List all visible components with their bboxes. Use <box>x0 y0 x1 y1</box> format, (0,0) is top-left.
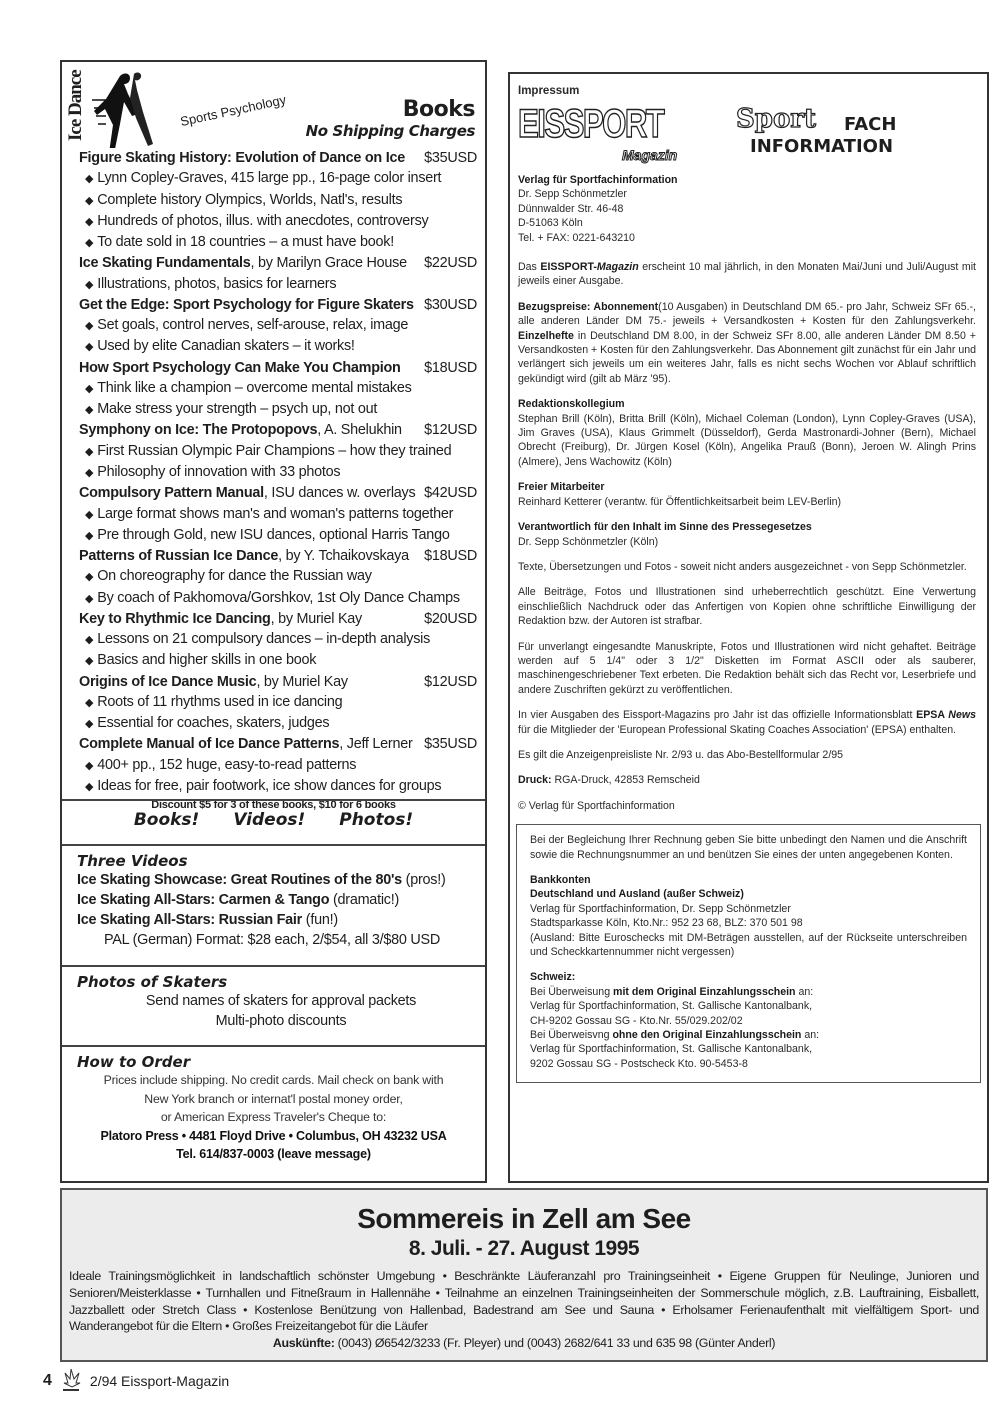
book-byline: , Jeff Lerner <box>339 736 413 753</box>
video-note: (dramatic!) <box>329 892 399 908</box>
diamond-bullet-icon: ◆ <box>85 466 94 479</box>
bullet-text: Basics and higher skills in one book <box>97 652 317 669</box>
ad-contact <box>69 1335 979 1352</box>
bold-run: Redaktionskollegium <box>518 398 625 411</box>
sportfach-logo-fach: FACH <box>844 114 897 135</box>
book-title: Compulsory Pattern Manual <box>79 485 264 502</box>
text-run: CH-9202 Gossau SG - Kto.Nr. 55/029.202/02 <box>530 1014 743 1027</box>
diamond-bullet-icon: ◆ <box>85 341 94 354</box>
book-price: $35USD <box>424 736 477 753</box>
ad-title: Sommereis in Zell am See <box>357 1203 691 1234</box>
page-footer <box>43 1368 988 1394</box>
book-bullet <box>79 504 477 525</box>
eissport-logo: EISSPORT <box>518 102 664 146</box>
tagline: Sports Psychology <box>178 91 288 129</box>
bullet-text: Philosophy of innovation with 33 photos <box>97 463 341 480</box>
book-bullet <box>79 315 477 336</box>
paragraph <box>518 773 976 787</box>
book-list <box>79 148 477 813</box>
text-run: erscheint 10 mal jährlich, in den Monaten Mai/Juni und Juli/August mit jeweils einer Ausgabe. <box>518 261 976 288</box>
book-bullet <box>79 399 477 420</box>
bullet-text: To date sold in 18 countries – a must have book! <box>97 234 395 251</box>
book-title: Patterns of Russian Ice Dance <box>79 548 279 565</box>
book-title-group <box>79 253 407 273</box>
paragraph <box>518 520 976 549</box>
diamond-bullet-icon: ◆ <box>85 445 94 458</box>
bullet-text: Pre through Gold, new ISU dances, optional Harris Tango <box>97 526 450 543</box>
book-byline: , A. Shelukhin <box>317 422 402 439</box>
bold-run: Bezugspreise: Abonnement <box>518 300 659 313</box>
eissport-logo-sub: Magazin <box>622 147 678 163</box>
ice-dance-books-ad <box>60 60 487 1183</box>
paragraph <box>518 799 976 813</box>
book-title-group <box>79 609 362 629</box>
skating-couple-icon <box>90 70 160 148</box>
book-byline: , by Muriel Kay <box>256 673 348 690</box>
book-price: $35USD <box>424 150 477 166</box>
bullet-text: Used by elite Canadian skaters – it works! <box>97 338 355 355</box>
text-run: (Ausland: Bitte Euroschecks mit DM-Beträgen ausstellen, auf der Rückseite unterschreiben und Scheckkartennummer nicht vergessen) <box>530 931 967 959</box>
order-section <box>62 1045 485 1181</box>
text-run: für die Mitglieder der 'European Professional Skating Coaches Association' (EPSA) enthalten. <box>518 723 957 736</box>
ad-body: Ideale Trainingsmöglichkeit in landschaftlich schönster Umgebung • Beschränkte Läuferanzahl pro Trainingseinheit • Eigene Gruppen für Neulinge, Junioren und Senioren/Meisterklasse • Turnhallen und Fitneßraum in Hallennähe • Teilnahme an einzelnen Trainingseinheiten der Sommerschule möglich, z.B. Lauftraining, Eisballett, Jazzballett oder Stretch Class • Kostenlose Benützung von Hallenbad, Badestrand am See und Sauna • Erholsamer Ferienaufenthalt mit vielfältigem Sport- und Wanderangebot für die Eltern • Großes Freizeitangebot für die Läufer <box>69 1269 979 1334</box>
book-byline: , ISU dances w. overlays <box>263 485 416 502</box>
book-title: How Sport Psychology Can Make You Champion <box>79 359 401 376</box>
book-title: Figure Skating History: Evolution of Dance on Ice <box>79 150 405 166</box>
impressum-paragraphs <box>518 260 976 1083</box>
book-bullet <box>79 525 477 546</box>
text-run: Dr. Sepp Schönmetzler (Köln) <box>518 535 659 548</box>
video-note: (pros!) <box>401 872 446 888</box>
text-run: an: <box>795 985 814 998</box>
book-title-row <box>79 253 477 273</box>
bullet-text: Ideas for free, pair footwork, ice show dances for groups <box>97 777 442 794</box>
videos-section <box>62 844 485 965</box>
book-title: Complete Manual of Ice Dance Patterns <box>79 736 340 753</box>
video-note: (fun!) <box>302 912 338 928</box>
paragraph <box>518 397 976 469</box>
diamond-bullet-icon: ◆ <box>85 718 94 731</box>
diamond-bullet-icon: ◆ <box>85 508 94 521</box>
bullet-text: Think like a champion – overcome mental mistakes <box>97 379 412 396</box>
diamond-bullet-icon: ◆ <box>85 759 94 772</box>
text-run: Alle Beiträge, Fotos und Illustrationen sind urheberrechtlich geschützt. Eine Verwertung einschließlich Nachdruck oder das Anfertigen von Kopien ohne schriftliche Einwilligung der Redaktion bzw. der Autoren ist strafbar. <box>518 586 976 628</box>
issue-label: 2/94 Eissport-Magazin <box>89 1372 230 1389</box>
page-number: 4 <box>43 1371 52 1389</box>
book-bullet <box>79 776 477 797</box>
book-byline: , by Y. Tchaikovskaya <box>278 548 409 565</box>
book-price: $18USD <box>424 548 477 565</box>
order-line: or American Express Traveler's Cheque to: <box>160 1110 387 1124</box>
video-format: PAL (German) Format: $28 each, 2/$54, all 3/$80 USD <box>104 932 440 948</box>
paragraph <box>530 873 967 959</box>
book-title-row <box>79 609 477 629</box>
book-bullet <box>79 168 477 189</box>
bold-run: Verantwortlich für den Inhalt im Sinne des Pressegesetzes <box>518 521 812 534</box>
sportfach-logo: Sport <box>736 104 817 134</box>
diamond-bullet-icon: ◆ <box>85 173 94 186</box>
paragraph <box>530 970 967 1071</box>
bold-run: EISSPORT- <box>540 261 597 273</box>
book-title-row <box>79 483 477 503</box>
diamond-bullet-icon: ◆ <box>85 696 94 709</box>
book-title-row <box>79 148 477 168</box>
book-bullet <box>79 755 477 776</box>
bold-run: Einzelhefte <box>518 329 574 342</box>
book-title-row <box>79 672 477 692</box>
publisher-name: Verlag für Sportfachinformation <box>518 174 678 186</box>
paragraph <box>518 300 976 386</box>
bold-run: mit dem Original Einzahlungsschein <box>613 985 796 998</box>
book-price: $42USD <box>424 485 477 502</box>
bullet-text: On choreography for dance the Russian way <box>97 568 372 585</box>
book-title-group <box>79 672 348 692</box>
text-run: Stadtsparkasse Köln, Kto.Nr.: 952 23 68, BLZ: 370 501 98 <box>530 917 803 930</box>
photos-heading: Photos of Skaters <box>77 973 228 991</box>
diamond-bullet-icon: ◆ <box>85 382 94 395</box>
text-run: Bei der Begleichung Ihrer Rechnung geben Sie bitte unbedingt den Namen und die Anschrift sowie die Rechnungsnummer an und benützen Sie eines der unten angegebenen Konten. <box>530 834 967 861</box>
bottom-area <box>43 1188 988 1394</box>
publisher-line: Dünnwalder Str. 46-48 <box>518 202 624 215</box>
photos-section <box>62 965 485 1045</box>
banner-videos: Videos! <box>233 810 306 830</box>
book-price: $12USD <box>424 422 477 439</box>
text-run: In vier Ausgaben des Eissport-Magazins pro Jahr ist das offizielle Informationsblatt <box>518 709 917 722</box>
order-address: Platoro Press • 4481 Floyd Drive • Columbus, OH 43232 USA <box>100 1128 447 1143</box>
diamond-bullet-icon: ◆ <box>85 655 94 668</box>
diamond-bullet-icon: ◆ <box>85 780 94 793</box>
bold-run: Deutschland und Ausland (außer Schweiz) <box>530 888 744 901</box>
book-bullet <box>79 629 477 650</box>
sportfach-logo-info: INFORMATION <box>750 136 894 157</box>
book-price: $18USD <box>424 359 477 376</box>
text-run: © Verlag für Sportfachinformation <box>518 799 675 812</box>
bullet-text: Lessons on 21 compulsory dances – in-depth analysis <box>97 631 431 648</box>
bullet-text: Essential for coaches, skaters, judges <box>97 715 330 732</box>
text-run: Verlag für Sportfachinformation, St. Gallische Kantonalbank, <box>530 1043 813 1056</box>
book-title-row <box>79 295 477 315</box>
text-run: Verlag für Sportfachinformation, St. Gallische Kantonalbank, <box>530 1000 813 1013</box>
book-bullet <box>79 232 477 253</box>
text-run: (10 Ausgaben) in Deutschland DM 65.- pro Jahr, Schweiz SFr 65.-, alle anderen Länder DM 75.- jeweils + Versandkosten + Kosten für den Zahlungsverkehr. <box>518 300 977 328</box>
bold-run: Freier Mitarbeiter <box>518 481 605 494</box>
diamond-bullet-icon: ◆ <box>85 592 94 605</box>
bullet-text: Set goals, control nerves, self-arouse, relax, image <box>97 317 409 334</box>
video-title: Ice Skating All-Stars: Russian Fair <box>77 912 303 928</box>
book-title-row <box>79 358 477 378</box>
bold-run: Magazin <box>596 261 639 273</box>
book-title-row <box>79 420 477 440</box>
photos-line: Send names of skaters for approval packets <box>145 993 417 1009</box>
bold-run: News <box>948 709 976 722</box>
publisher-block <box>518 173 976 245</box>
banner-books: Books! <box>133 810 200 830</box>
book-bullet <box>79 336 477 357</box>
ad-contact-label: Auskünfte: <box>272 1336 335 1351</box>
bullet-text: Illustrations, photos, basics for learners <box>97 275 337 292</box>
text-run: 9202 Gossau SG - Postscheck Kto. 90-5453-8 <box>530 1057 748 1070</box>
video-item <box>77 890 485 910</box>
bullet-text: By coach of Pakhomova/Gorshkov, 1st Oly Dance Champs <box>97 589 460 606</box>
book-bullet <box>79 650 477 671</box>
publisher-line: D-51063 Köln <box>518 217 583 230</box>
book-title-row <box>79 734 477 754</box>
diamond-bullet-icon: ◆ <box>85 320 94 333</box>
paragraph <box>518 640 976 698</box>
book-price: $20USD <box>424 610 477 627</box>
bold-run: Schweiz: <box>530 971 576 984</box>
skater-emblem-icon <box>60 1368 82 1394</box>
books-heading: Books <box>402 97 475 122</box>
bullet-text: Large format shows man's and woman's patterns together <box>97 505 454 522</box>
book-bullet <box>79 692 477 713</box>
video-title: Ice Skating All-Stars: Carmen & Tango <box>77 892 330 908</box>
diamond-bullet-icon: ◆ <box>85 634 94 647</box>
text-run: in Deutschland DM 8.00, in der Schweiz SFr 8.00, alle anderen Länder DM 8.50 + Versandkosten + Kosten für den Zahlungsverkehr. Das Abonnement gilt zunächst für ein Jahr und verlängert sich jeweils um ein weiteres Jahr, falls es nicht sechs Wochen vor Ablauf schriftlich gekündigt wird (gilt ab März '95). <box>518 329 976 385</box>
text-run: Das <box>518 261 541 273</box>
banner-photos: Photos! <box>339 810 414 830</box>
diamond-bullet-icon: ◆ <box>85 194 94 207</box>
impressum-box <box>508 72 989 1183</box>
order-line: New York branch or internat'l postal money order, <box>144 1091 403 1106</box>
book-bullet <box>79 441 477 462</box>
text-run: Texte, Übersetzungen und Fotos - soweit nicht anders ausgezeichnet - von Sepp Schönmetzler. <box>518 560 967 573</box>
bullet-text: Make stress your strength – psych up, not out <box>97 401 378 418</box>
banner-section <box>62 799 485 844</box>
book-bullet <box>79 588 477 609</box>
ice-dance-logo: Ice Dance <box>65 70 86 142</box>
diamond-bullet-icon: ◆ <box>85 215 94 228</box>
bold-run: ohne den Original Einzahlungsschein <box>612 1029 802 1042</box>
book-title: Origins of Ice Dance Music <box>79 673 257 690</box>
text-run: RGA-Druck, 42853 Remscheid <box>551 774 700 787</box>
paragraph <box>518 708 976 737</box>
bullet-text: 400+ pp., 152 huge, easy-to-read patterns <box>97 756 357 773</box>
publisher-line: Dr. Sepp Schönmetzler <box>518 188 627 201</box>
photos-line: Multi-photo discounts <box>215 1013 347 1029</box>
videos-heading: Three Videos <box>77 852 188 870</box>
paragraph <box>518 585 976 628</box>
paragraph <box>518 480 976 509</box>
book-bullet <box>79 190 477 211</box>
video-title: Ice Skating Showcase: Great Routines of the 80's <box>77 872 402 888</box>
book-price: $12USD <box>424 673 477 690</box>
book-title: Get the Edge: Sport Psychology for Figure Skaters <box>79 296 414 313</box>
book-price: $22USD <box>424 255 477 272</box>
paragraph <box>530 833 967 862</box>
text-run: Bei Überweisvng <box>530 1029 613 1042</box>
book-title-group <box>79 734 413 754</box>
book-title-group <box>79 483 415 503</box>
book-byline: , by Muriel Kay <box>270 610 362 627</box>
book-bullet <box>79 378 477 399</box>
book-price: $30USD <box>424 296 477 313</box>
bullet-text: Lynn Copley-Graves, 415 large pp., 16-page color insert <box>97 170 442 187</box>
payment-info-box <box>516 824 981 1083</box>
video-item <box>77 870 485 890</box>
book-title-group <box>79 358 401 378</box>
book-title-group <box>79 420 402 440</box>
bullet-text: First Russian Olympic Pair Champions – how they trained <box>97 442 452 459</box>
book-bullet <box>79 713 477 734</box>
book-title: Key to Rhythmic Ice Dancing <box>79 610 271 627</box>
bullet-text: Complete history Olympics, Worlds, Natl's, results <box>97 191 403 208</box>
bold-run: Bankkonten <box>530 874 591 886</box>
sommereis-ad <box>60 1188 988 1362</box>
bold-run: EPSA <box>916 709 949 722</box>
book-bullet <box>79 566 477 587</box>
text-run: Reinhard Ketterer (verantw. für Öffentlichkeitsarbeit beim LEV-Berlin) <box>518 495 842 508</box>
order-heading: How to Order <box>77 1053 191 1071</box>
ad-dates: 8. Juli. - 27. August 1995 <box>408 1237 640 1260</box>
paragraph <box>518 560 976 574</box>
order-line: Prices include shipping. No credit cards. Mail check on bank with <box>103 1073 444 1087</box>
diamond-bullet-icon: ◆ <box>85 529 94 542</box>
bold-run: Druck: <box>518 774 552 787</box>
text-run: an: <box>801 1029 820 1042</box>
paragraph <box>518 260 976 289</box>
publisher-line: Tel. + FAX: 0221-643210 <box>518 231 635 244</box>
bullet-text: Roots of 11 rhythms used in ice dancing <box>97 693 343 710</box>
text-run: Für unverlangt eingesandte Manuskripte, Fotos und Illustrationen wird nicht gehaftet. Beiträge werden auf 5 1/4" oder 3 1/2" Disketten im Format ASCII oder als sauberer, maschinengeschriebener Text erbeten. Die Redaktion behält sich das Recht vor, Leserbriefe und andere Zuschriften gekürzt zu veröffentlichen. <box>518 640 976 696</box>
diamond-bullet-icon: ◆ <box>85 237 94 250</box>
book-title-group <box>79 546 409 566</box>
text-run: Stephan Brill (Köln), Britta Brill (Köln), Michael Coleman (London), Lynn Copley-Graves (USA), Jim Graves (USA), Klaus Grimmelt (Düsseldorf), Gerda Mastronardi-Johner (Bern), Michael Obrecht (Freiburg), Dr. Jürgen Kosel (Köln), Angelika Prauß (Bonn), Jeroen W. Alingh Prins (Almere), Jens Wachowitz (Köln) <box>518 412 976 468</box>
diamond-bullet-icon: ◆ <box>85 404 94 417</box>
book-title-group <box>79 295 414 315</box>
bullet-text: Hundreds of photos, illus. with anecdotes, controversy <box>97 212 429 229</box>
video-item <box>77 910 485 930</box>
book-title-group <box>79 148 405 168</box>
diamond-bullet-icon: ◆ <box>85 278 94 291</box>
text-run: Bei Überweisung <box>530 985 614 998</box>
text-run: Es gilt die Anzeigenpreisliste Nr. 2/93 u. das Abo-Bestellformular 2/95 <box>518 748 844 761</box>
book-byline: , by Marilyn Grace House <box>250 255 407 272</box>
book-bullet <box>79 211 477 232</box>
impressum-heading: Impressum <box>518 85 580 97</box>
no-shipping-heading: No Shipping Charges <box>305 122 475 140</box>
order-phone: Tel. 614/837-0003 (leave message) <box>176 1147 371 1161</box>
book-bullet <box>79 274 477 295</box>
book-title: Ice Skating Fundamentals <box>79 255 251 272</box>
paragraph <box>518 748 976 762</box>
book-title-row <box>79 546 477 566</box>
book-title: Symphony on Ice: The Protopopovs <box>79 422 318 439</box>
ad-contact-text: (0043) Ø6542/3233 (Fr. Pleyer) und (0043) 2682/641 33 und 635 98 (Günter Anderl) <box>334 1336 776 1351</box>
discount-note: Discount $5 for 3 of these books, $10 for 6 books <box>151 799 396 812</box>
book-bullet <box>79 462 477 483</box>
diamond-bullet-icon: ◆ <box>85 571 94 584</box>
text-run: Verlag für Sportfachinformation, Dr. Sepp Schönmetzler <box>530 902 791 915</box>
